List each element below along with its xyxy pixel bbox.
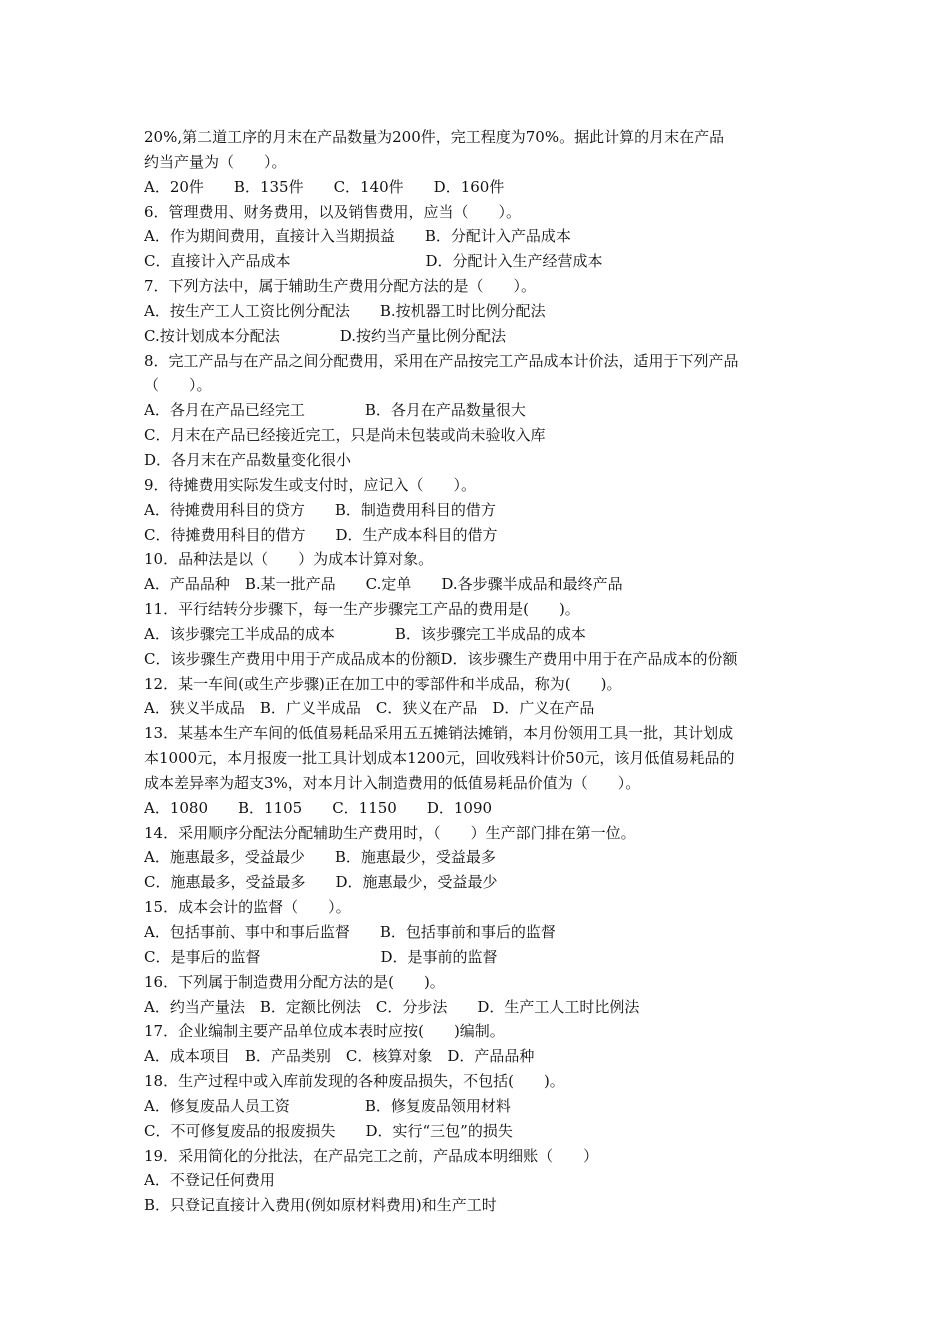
- text-line: A．待摊费用科目的贷方 B．制造费用科目的借方: [144, 500, 496, 519]
- text-line: A．各月在产品已经完工 B．各月在产品数量很大: [144, 401, 526, 420]
- text-line: 17．企业编制主要产品单位成本表时应按( )编制。: [144, 1022, 505, 1041]
- text-line: 16．下列属于制造费用分配方法的是( )。: [144, 972, 445, 991]
- document-body: [144, 125, 814, 1218]
- text-line: 14．采用顺序分配法分配辅助生产费用时，（ ）生产部门排在第一位。: [144, 823, 636, 842]
- text-line: 12．某一车间(或生产步骤)正在加工中的零部件和半成品，称为( )。: [144, 674, 622, 693]
- text-line: C．月末在产品已经接近完工，只是尚未包装或尚未验收入库: [144, 426, 546, 445]
- text-line: A．成本项目 B．产品类别 C．核算对象 D．产品品种: [144, 1047, 535, 1066]
- text-line: 成本差异率为超支3%，对本月计入制造费用的低值易耗品价值为（ ）。: [144, 773, 641, 792]
- text-line: 13．某基本生产车间的低值易耗品采用五五摊销法摊销，本月份领用工具一批，其计划成: [144, 724, 734, 743]
- text-line: C．直接计入产品成本 D．分配计入生产经营成本: [144, 252, 603, 271]
- text-line: 约当产量为（ ）。: [144, 152, 287, 171]
- text-line: 8．完工产品与在产品之间分配费用，采用在产品按完工产品成本计价法，适用于下列产品: [144, 351, 739, 370]
- text-line: C．是事后的监督 D．是事前的监督: [144, 947, 498, 966]
- text-line: （ ）。: [144, 376, 212, 395]
- text-line: A．施惠最多，受益最少 B．施惠最少，受益最多: [144, 848, 496, 867]
- text-line: 9．待摊费用实际发生或支付时，应记入（ ）。: [144, 475, 477, 494]
- text-line: B．只登记直接计入费用(例如原材料费用)和生产工时: [144, 1196, 497, 1215]
- text-line: A．不登记任何费用: [144, 1171, 275, 1190]
- text-line: D．各月末在产品数量变化很小: [144, 450, 352, 469]
- text-line: C．待摊费用科目的借方 D．生产成本科目的借方: [144, 525, 498, 544]
- text-line: A．约当产量法 B．定额比例法 C．分步法 D．生产工人工时比例法: [144, 997, 640, 1016]
- text-line: 本1000元，本月报废一批工具计划成本1200元，回收残料计价50元，该月低值易耗品的: [144, 749, 735, 768]
- text-line: A．包括事前、事中和事后监督 B．包括事前和事后的监督: [144, 923, 556, 941]
- text-line: C．施惠最多，受益最多 D．施惠最少，受益最少: [144, 873, 498, 892]
- text-line: A．20件 B．135件 C．140件 D．160件: [144, 177, 505, 196]
- text-line: A．1080 B．1105 C．1150 D．1090: [144, 798, 493, 817]
- text-line: A．按生产工人工资比例分配法 B.按机器工时比例分配法: [144, 301, 546, 320]
- text-line: C．不可修复废品的报废损失 D．实行“三包”的损失: [144, 1121, 513, 1140]
- text-line: A．狭义半成品 B．广义半成品 C．狭义在产品 D．广义在产品: [144, 699, 595, 718]
- text-line: A．修复废品人员工资 B．修复废品领用材料: [144, 1096, 511, 1115]
- text-line: 11．平行结转分步骤下，每一生产步骤完工产品的费用是( )。: [144, 600, 580, 619]
- text-line: A．该步骤完工半成品的成本 B．该步骤完工半成品的成本: [144, 624, 586, 643]
- text-line: 18．生产过程中或入库前发现的各种废品损失，不包括( )。: [144, 1072, 565, 1091]
- text-line: C.按计划成本分配法 D.按约当产量比例分配法: [144, 326, 506, 345]
- text-line: C．该步骤生产费用中用于产成品成本的份额D．该步骤生产费用中用于在产品成本的份额: [144, 649, 738, 668]
- text-line: 15．成本会计的监督（ ）。: [144, 898, 351, 917]
- text-line: 10．品种法是以（ ）为成本计算对象。: [144, 550, 434, 569]
- text-line: A．作为期间费用，直接计入当期损益 B．分配计入产品成本: [144, 227, 571, 246]
- text-line: 19．采用简化的分批法，在产品完工之前，产品成本明细账（ ）: [144, 1146, 599, 1165]
- text-line: 6．管理费用、财务费用，以及销售费用，应当（ ）。: [144, 202, 522, 221]
- text-line: 7．下列方法中，属于辅助生产费用分配方法的是（ ）。: [144, 277, 537, 296]
- text-line: A．产品品种 B.某一批产品 C.定单 D.各步骤半成品和最终产品: [144, 575, 623, 594]
- text-line: 20%,第二道工序的月末在产品数量为200件，完工程度为70%。据此计算的月末在产品: [144, 128, 725, 146]
